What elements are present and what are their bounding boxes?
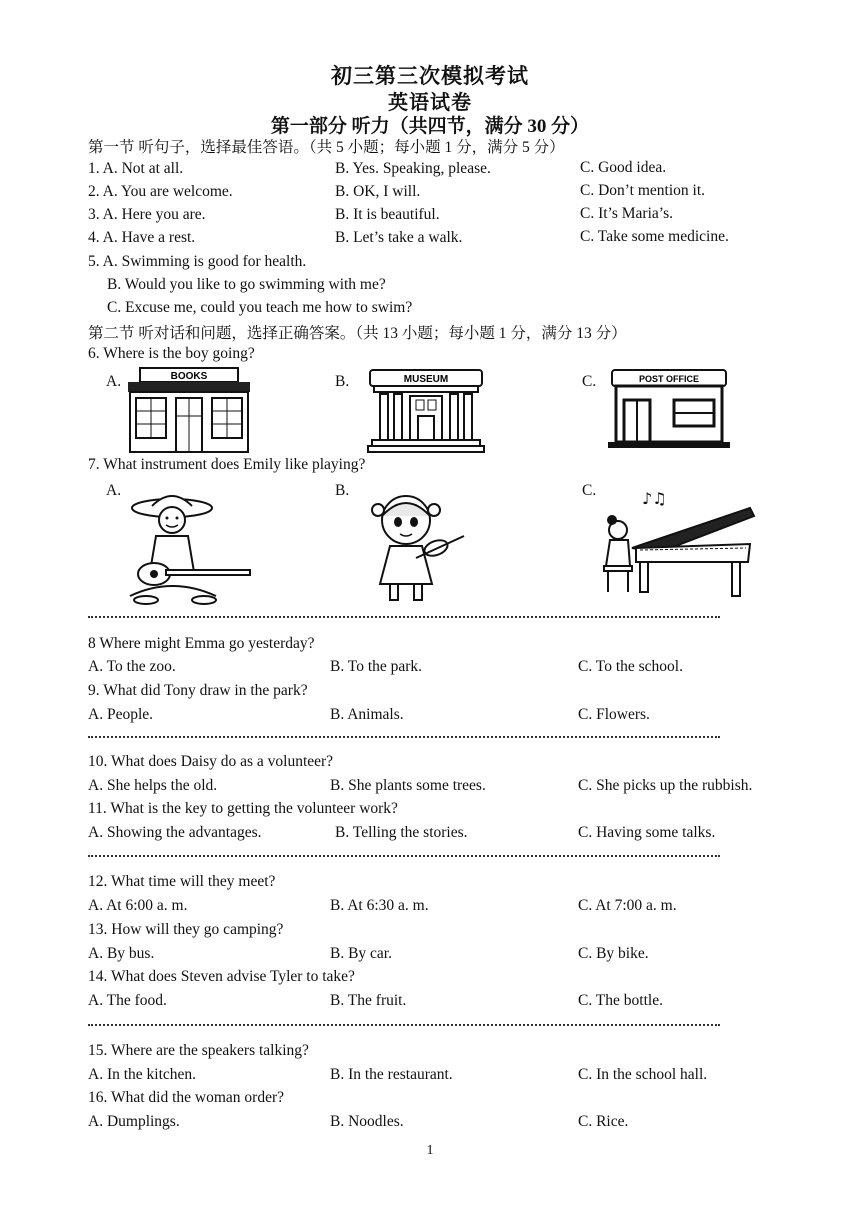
q2-option-a: 2. A. You are welcome. <box>88 183 233 200</box>
q4-option-a: 4. A. Have a rest. <box>88 229 196 246</box>
q1-option-b: B. Yes. Speaking, please. <box>335 160 491 177</box>
post-office-sign: POST OFFICE <box>638 374 700 384</box>
q1-option-a: 1. A. Not at all. <box>88 160 184 177</box>
museum-sign: MUSEUM <box>403 374 449 385</box>
q14-option-a: A. The food. <box>88 992 167 1009</box>
dotted-separator <box>88 614 720 618</box>
dotted-separator <box>88 734 720 738</box>
q7-label-c: C. <box>582 482 597 499</box>
q12-option-b: B. At 6:30 a. m. <box>330 897 429 914</box>
section1-header: 第一节 听句子，选择最佳答语。（共 5 小题；每小题 1 分，满分 5 分） <box>88 139 565 156</box>
q7-label-b: B. <box>335 482 350 499</box>
q12-option-c: C. At 7:00 a. m. <box>578 897 677 914</box>
q15-option-b: B. In the restaurant. <box>330 1066 453 1083</box>
q3-option-c: C. It’s Maria’s. <box>580 205 673 222</box>
q8-question: 8 Where might Emma go yesterday? <box>88 635 315 652</box>
q11-question: 11. What is the key to getting the volunteer work? <box>88 800 398 817</box>
q5-option-b: B. Would you like to go swimming with me? <box>107 276 386 293</box>
guitar-girl-picture <box>126 492 254 606</box>
q8-option-b: B. To the park. <box>330 658 423 675</box>
q6-label-a: A. <box>106 373 122 390</box>
music-note-icon: ♪♫ <box>642 489 667 508</box>
q7-question: 7. What instrument does Emily like playing? <box>88 456 366 473</box>
piano-girl-picture <box>600 488 756 600</box>
bookstore-picture <box>126 366 252 454</box>
q13-option-a: A. By bus. <box>88 945 155 962</box>
q12-question: 12. What time will they meet? <box>88 873 276 890</box>
q1-option-c: C. Good idea. <box>580 159 667 176</box>
q13-option-c: C. By bike. <box>578 945 649 962</box>
q9-option-c: C. Flowers. <box>578 706 650 723</box>
q8-option-c: C. To the school. <box>578 658 683 675</box>
q9-option-a: A. People. <box>88 706 154 723</box>
q13-option-b: B. By car. <box>330 945 392 962</box>
q9-option-b: B. Animals. <box>330 706 404 723</box>
q10-question: 10. What does Daisy do as a volunteer? <box>88 753 334 770</box>
bookstore-sign: BOOKS <box>170 371 208 382</box>
q5-option-a: 5. A. Swimming is good for health. <box>88 253 307 270</box>
page-number: 1 <box>426 1143 434 1158</box>
q7-label-a: A. <box>106 482 122 499</box>
exam-title: 初三第三次模拟考试 <box>331 64 529 88</box>
q14-question: 14. What does Steven advise Tyler to take? <box>88 968 355 985</box>
q3-option-b: B. It is beautiful. <box>335 206 440 223</box>
q10-option-b: B. She plants some trees. <box>330 777 486 794</box>
q9-question: 9. What did Tony draw in the park? <box>88 682 308 699</box>
q11-option-a: A. Showing the advantages. <box>88 824 262 841</box>
q15-option-a: A. In the kitchen. <box>88 1066 197 1083</box>
q4-option-c: C. Take some medicine. <box>580 228 729 245</box>
q2-option-c: C. Don’t mention it. <box>580 182 706 199</box>
q11-option-b: B. Telling the stories. <box>335 824 468 841</box>
post-office-picture <box>606 366 732 450</box>
q13-question: 13. How will they go camping? <box>88 921 284 938</box>
q6-label-c: C. <box>582 373 597 390</box>
q4-option-b: B. Let’s take a walk. <box>335 229 463 246</box>
q11-option-c: C. Having some talks. <box>578 824 716 841</box>
q15-option-c: C. In the school hall. <box>578 1066 708 1083</box>
q8-option-a: A. To the zoo. <box>88 658 176 675</box>
q16-option-a: A. Dumplings. <box>88 1113 180 1130</box>
q3-option-a: 3. A. Here you are. <box>88 206 206 223</box>
part-title: 第一部分 听力（共四节，满分 30 分） <box>270 116 590 137</box>
q16-option-b: B. Noodles. <box>330 1113 404 1130</box>
q2-option-b: B. OK, I will. <box>335 183 421 200</box>
q14-option-c: C. The bottle. <box>578 992 663 1009</box>
section2-header: 第二节 听对话和问题，选择正确答案。（共 13 小题；每小题 1 分，满分 13 分） <box>88 325 627 342</box>
exam-subtitle: 英语试卷 <box>388 92 472 114</box>
q16-option-c: C. Rice. <box>578 1113 629 1130</box>
dotted-separator <box>88 853 720 857</box>
q6-question: 6. Where is the boy going? <box>88 345 255 362</box>
q10-option-c: C. She picks up the rubbish. <box>578 777 753 794</box>
q14-option-b: B. The fruit. <box>330 992 407 1009</box>
violin-girl-picture <box>356 490 468 606</box>
q12-option-a: A. At 6:00 a. m. <box>88 897 188 914</box>
museum-picture <box>366 366 486 454</box>
q16-question: 16. What did the woman order? <box>88 1089 284 1106</box>
q10-option-a: A. She helps the old. <box>88 777 218 794</box>
q5-option-c: C. Excuse me, could you teach me how to swim? <box>107 299 413 316</box>
q6-label-b: B. <box>335 373 350 390</box>
dotted-separator <box>88 1022 720 1026</box>
q15-question: 15. Where are the speakers talking? <box>88 1042 309 1059</box>
